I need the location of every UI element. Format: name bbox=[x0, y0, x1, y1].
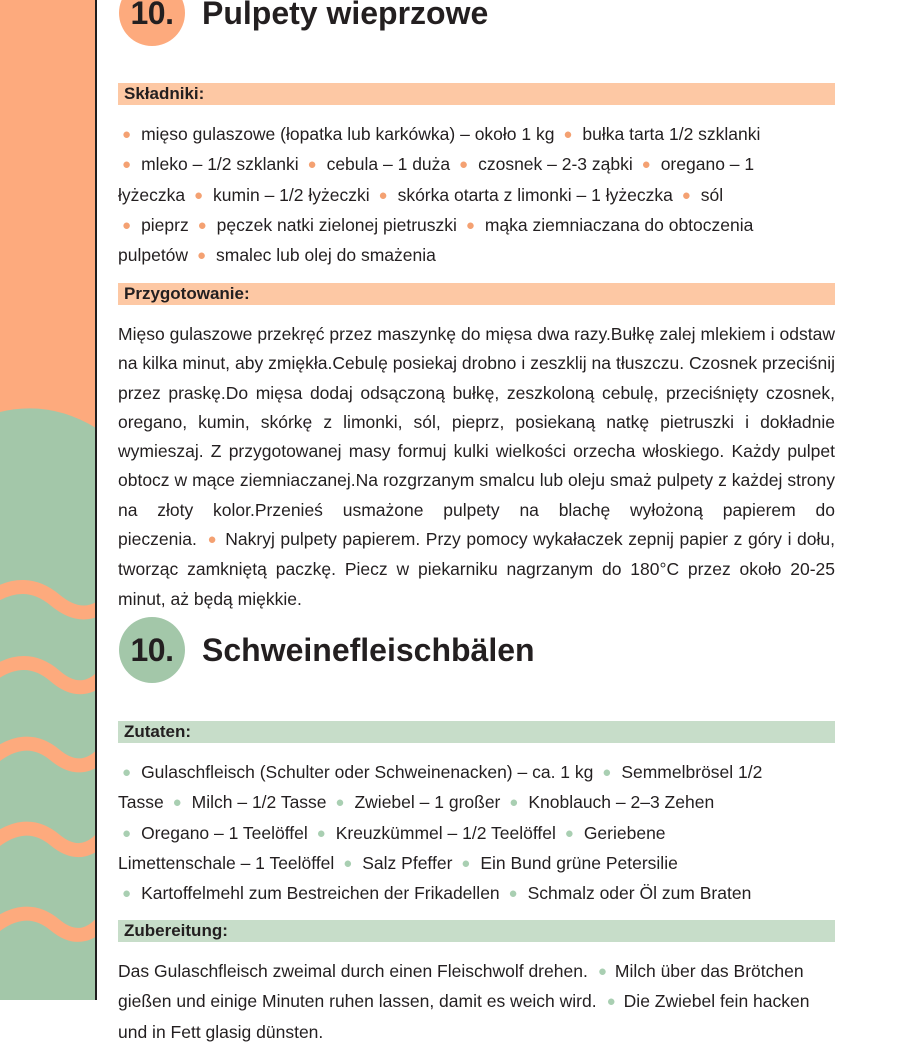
bullet-icon: ● bbox=[122, 824, 132, 842]
ingredient-item: oregano – 1 łyżeczka bbox=[118, 154, 755, 205]
bullet-icon: ● bbox=[509, 794, 519, 812]
bullet-icon: ● bbox=[172, 794, 182, 812]
preparation-text bbox=[118, 957, 835, 1047]
ingredients-header: Składniki: bbox=[118, 83, 835, 105]
bullet-icon: ● bbox=[122, 764, 132, 781]
preparation-paragraph: Die Zwiebel fein hacken und in Fett glasig dünsten. bbox=[118, 991, 810, 1042]
bullet-icon: ● bbox=[378, 186, 388, 204]
bullet-icon: ● bbox=[197, 216, 207, 234]
bullet-icon: ● bbox=[508, 885, 518, 903]
bullet-icon: ● bbox=[343, 854, 353, 872]
ingredient-item: pęczek natki zielonej pietruszki bbox=[216, 214, 457, 235]
ingredients-list bbox=[118, 758, 778, 909]
bullet-icon: ● bbox=[641, 156, 651, 174]
recipe-title: Pulpety wieprzowe bbox=[202, 0, 489, 31]
ingredient-item: Semmelbrösel 1/2 Tasse bbox=[118, 762, 763, 813]
ingredient-item: skórka otarta z limonki – 1 łyżeczka bbox=[397, 184, 673, 205]
bullet-icon: ● bbox=[206, 531, 218, 549]
bullet-icon: ● bbox=[597, 963, 607, 980]
ingredient-item: Kartoffelmehl zum Bestreichen der Frikadellen bbox=[141, 883, 500, 904]
recipe-number-badge: 10. bbox=[119, 617, 185, 683]
ingredient-item: smalec lub olej do smażenia bbox=[216, 245, 436, 266]
preparation-paragraph: Das Gulaschfleisch zweimal durch einen Fleischwolf drehen. bbox=[118, 961, 588, 981]
ingredient-item: sól bbox=[700, 184, 724, 205]
side-decoration bbox=[0, 0, 96, 1000]
preparation-paragraph: Milch über das Brötchen gießen und einige Minuten ruhen lassen, damit es weich wird. bbox=[118, 961, 804, 1012]
bullet-icon: ● bbox=[681, 186, 691, 204]
bullet-icon: ● bbox=[459, 156, 469, 174]
ingredient-item: cebula – 1 duża bbox=[326, 154, 451, 175]
bullet-icon: ● bbox=[196, 247, 206, 265]
ingredient-item: Kreuzkümmel – 1/2 Teelöffel bbox=[335, 822, 556, 843]
preparation-header: Przygotowanie: bbox=[118, 283, 835, 305]
ingredient-item: bułka tarta 1/2 szklanki bbox=[582, 124, 761, 144]
bullet-icon: ● bbox=[307, 156, 317, 174]
ingredient-item: Milch – 1/2 Tasse bbox=[191, 792, 327, 813]
preparation-text bbox=[118, 320, 835, 614]
page-border bbox=[95, 0, 97, 1000]
ingredient-item: Knoblauch – 2–3 Zehen bbox=[528, 792, 715, 813]
recipe-title: Schweinefleischbälen bbox=[202, 632, 535, 668]
ingredient-item: Salz Pfeffer bbox=[362, 852, 453, 873]
ingredient-item: pieprz bbox=[141, 214, 189, 235]
preparation-paragraph: Mięso gulaszowe przekręć przez maszynkę do mięsa dwa razy.Bułkę zalej mlekiem i odstaw na kilka minut, aby zmiękła.Cebulę posiekaj drobno i zeszklij na tłuszczu. Czosnek przeciśnij przez praskę.Do mięsa dodaj odsączoną bułkę, zeszkoloną cebulę, przeciśnięty czosnek, oregano, kumin, skórkę z limonki, sól, pieprz, posiekaną natkę pietruszki i dokładnie wymieszaj. Z przygotowanej masy formuj kulki wielkości orzecha włoskiego. Każdy pulpet obtocz w mące ziemniaczanej.Na rozgrzanym smalcu lub oleju smaż pulpety z każdej strony na złoty kolor.Przenieś usmażone pulpety na blachę wyłożoną papierem do pieczenia. bbox=[118, 324, 835, 550]
bullet-icon: ● bbox=[122, 126, 132, 143]
ingredient-item: Geriebene Limettenschale – 1 Teelöffel bbox=[118, 822, 666, 873]
bullet-icon: ● bbox=[563, 126, 573, 143]
ingredient-item: kumin – 1/2 łyżeczki bbox=[213, 184, 370, 205]
bullet-icon: ● bbox=[465, 216, 475, 234]
bullet-icon: ● bbox=[122, 216, 132, 234]
ingredient-item: Schmalz oder Öl zum Braten bbox=[527, 883, 752, 904]
ingredients-header: Zutaten: bbox=[118, 721, 835, 743]
bullet-icon: ● bbox=[564, 824, 574, 842]
ingredient-item: mleko – 1/2 szklanki bbox=[141, 154, 299, 175]
ingredient-item: mięso gulaszowe (łopatka lub karkówka) – około 1 kg bbox=[141, 124, 555, 144]
bullet-icon: ● bbox=[335, 794, 345, 812]
bullet-icon: ● bbox=[122, 156, 132, 174]
wave-pattern bbox=[0, 0, 96, 1000]
ingredients-list bbox=[118, 120, 778, 271]
ingredient-item: Ein Bund grüne Petersilie bbox=[480, 852, 678, 873]
bullet-icon: ● bbox=[316, 824, 326, 842]
bullet-icon: ● bbox=[122, 885, 132, 903]
ingredient-item: mąka ziemniaczana do obtoczenia pulpetów bbox=[118, 214, 754, 266]
ingredient-item: Gulaschfleisch (Schulter oder Schweinenacken) – ca. 1 kg bbox=[141, 762, 594, 782]
bullet-icon: ● bbox=[193, 186, 204, 204]
ingredient-item: Zwiebel – 1 großer bbox=[354, 792, 501, 813]
ingredient-item: Oregano – 1 Teelöffel bbox=[141, 822, 308, 843]
ingredient-item: czosnek – 2-3 ząbki bbox=[478, 154, 633, 175]
bullet-icon: ● bbox=[461, 854, 471, 872]
bullet-icon: ● bbox=[606, 993, 616, 1011]
recipe-number-badge: 10. bbox=[119, 0, 185, 46]
preparation-header: Zubereitung: bbox=[118, 920, 835, 942]
preparation-paragraph: Nakryj pulpety papierem. Przy pomocy wykałaczek zepnij papier z góry i dołu, tworząc zamkniętą paczkę. Piecz w piekarniku nagrzanym do 180°C przez około 20-25 minut, aż będą miękkie. bbox=[118, 529, 835, 609]
bullet-icon: ● bbox=[602, 764, 612, 781]
